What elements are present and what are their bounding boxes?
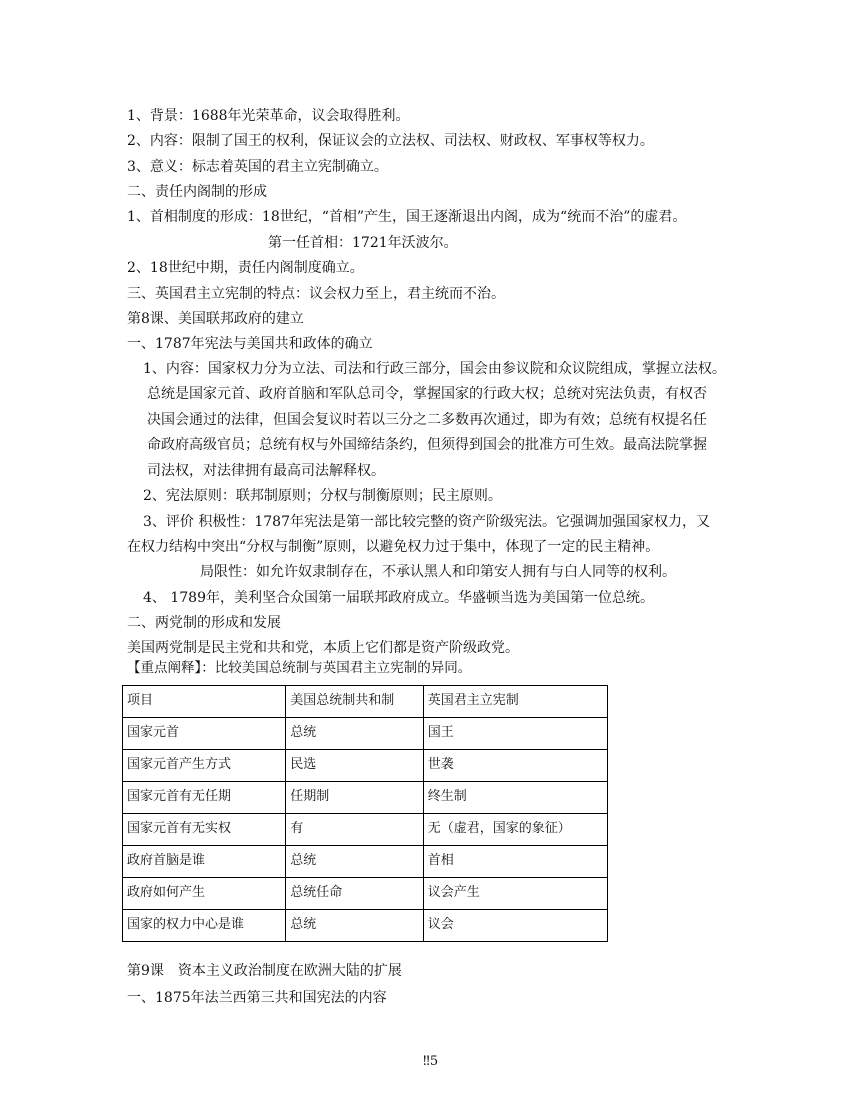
table-row — [123, 846, 608, 878]
table-row — [123, 718, 608, 750]
table-cell: 政府首脑是谁 — [123, 846, 286, 878]
text-line: 司法权，对法律拥有最高司法解释权。 — [147, 463, 385, 479]
section-heading: 一、1787年宪法与美国共和政体的确立 — [127, 336, 373, 352]
table-cell: 美国总统制共和制 — [286, 686, 423, 718]
table-row — [123, 878, 608, 910]
text-line: 1、首相制度的形成：18世纪，“首相”产生，国王逐渐退出内阁，成为“统而不治”的虚君。 — [127, 209, 687, 225]
table-cell: 国家元首 — [123, 718, 286, 750]
table-cell: 任期制 — [286, 782, 423, 814]
table-cell: 国家元首产生方式 — [123, 750, 286, 782]
section-heading: 二、两党制的形成和发展 — [127, 615, 281, 631]
table-row — [123, 814, 608, 846]
text-line: 命政府高级官员；总统有权与外国缔结条约，但须得到国会的批准方可生效。最高法院掌握 — [147, 437, 707, 453]
text-line: 1、背景：1688年光荣革命，议会取得胜利。 — [127, 108, 410, 124]
table-cell: 有 — [286, 814, 423, 846]
text-line: 局限性：如允许奴隶制存在，不承认黑人和印第安人拥有与白人同等的权利。 — [200, 564, 676, 580]
table-cell: 国王 — [423, 718, 607, 750]
table-cell: 项目 — [123, 686, 286, 718]
table-cell: 总统 — [286, 718, 423, 750]
text-line: 2、内容：限制了国王的权利，保证议会的立法权、司法权、财政权、军事权等权力。 — [127, 133, 654, 149]
section-heading: 三、英国君主立宪制的特点：议会权力至上，君主统而不治。 — [127, 286, 505, 302]
table-cell: 政府如何产生 — [123, 878, 286, 910]
table-cell: 总统任命 — [286, 878, 423, 910]
table-cell: 首相 — [423, 846, 607, 878]
highlight-note: 【重点阐释】：比较美国总统制与英国君主立宪制的异同。 — [127, 660, 472, 676]
table-cell: 总统 — [286, 910, 423, 942]
text-line: 美国两党制是民主党和共和党，本质上它们都是资产阶级政党。 — [127, 640, 519, 656]
table-cell: 民选 — [286, 750, 423, 782]
text-line: 2、18世纪中期，责任内阁制度确立。 — [127, 260, 364, 276]
text-line: 1、内容：国家权力分为立法、司法和行政三部分，国会由参议院和众议院组成，掌握立法权。 — [143, 361, 726, 377]
table-row — [123, 910, 608, 942]
table-cell: 世袭 — [423, 750, 607, 782]
table-row — [123, 686, 608, 718]
table-cell: 无（虚君，国家的象征） — [423, 814, 607, 846]
text-line: 决国会通过的法律，但国会复议时若以三分之二多数再次通过，即为有效；总统有权提名任 — [147, 412, 707, 428]
text-line: 2、宪法原则：联邦制原则；分权与制衡原则；民主原则。 — [143, 488, 502, 504]
text-line: 第一任首相：1721年沃波尔。 — [268, 235, 458, 251]
text-line: 3、意义：标志着英国的君主立宪制确立。 — [127, 159, 388, 175]
table-cell: 总统 — [286, 846, 423, 878]
table-cell: 国家的权力中心是谁 — [123, 910, 286, 942]
comparison-table — [122, 685, 608, 942]
text-line: 总统是国家元首、政府首脑和军队总司令，掌握国家的行政大权；总统对宪法负责，有权否 — [147, 386, 707, 402]
table-cell: 终生制 — [423, 782, 607, 814]
table-cell: 议会产生 — [423, 878, 607, 910]
text-line: 3、评价 积极性：1787年宪法是第一部比较完整的资产阶级宪法。它强调加强国家权力，又 — [143, 514, 710, 530]
table-cell: 国家元首有无任期 — [123, 782, 286, 814]
text-line: 4、 1789年，美利坚合众国第一届联邦政府成立。华盛顿当选为美国第一位总统。 — [143, 590, 654, 606]
table-cell: 英国君主立宪制 — [423, 686, 607, 718]
lesson-title: 第8课、美国联邦政府的建立 — [127, 311, 304, 327]
section-heading: 一、1875年法兰西第三共和国宪法的内容 — [127, 990, 387, 1006]
page-number: ‼5 — [423, 1054, 439, 1069]
lesson-title: 第9课 资本主义政治制度在欧洲大陆的扩展 — [127, 963, 402, 979]
table-cell: 国家元首有无实权 — [123, 814, 286, 846]
table-row — [123, 782, 608, 814]
table-cell: 议会 — [423, 910, 607, 942]
table-row — [123, 750, 608, 782]
section-heading: 二、责任内阁制的形成 — [127, 184, 267, 200]
text-line: 在权力结构中突出“分权与制衡”原则，以避免权力过于集中，体现了一定的民主精神。 — [127, 539, 660, 555]
